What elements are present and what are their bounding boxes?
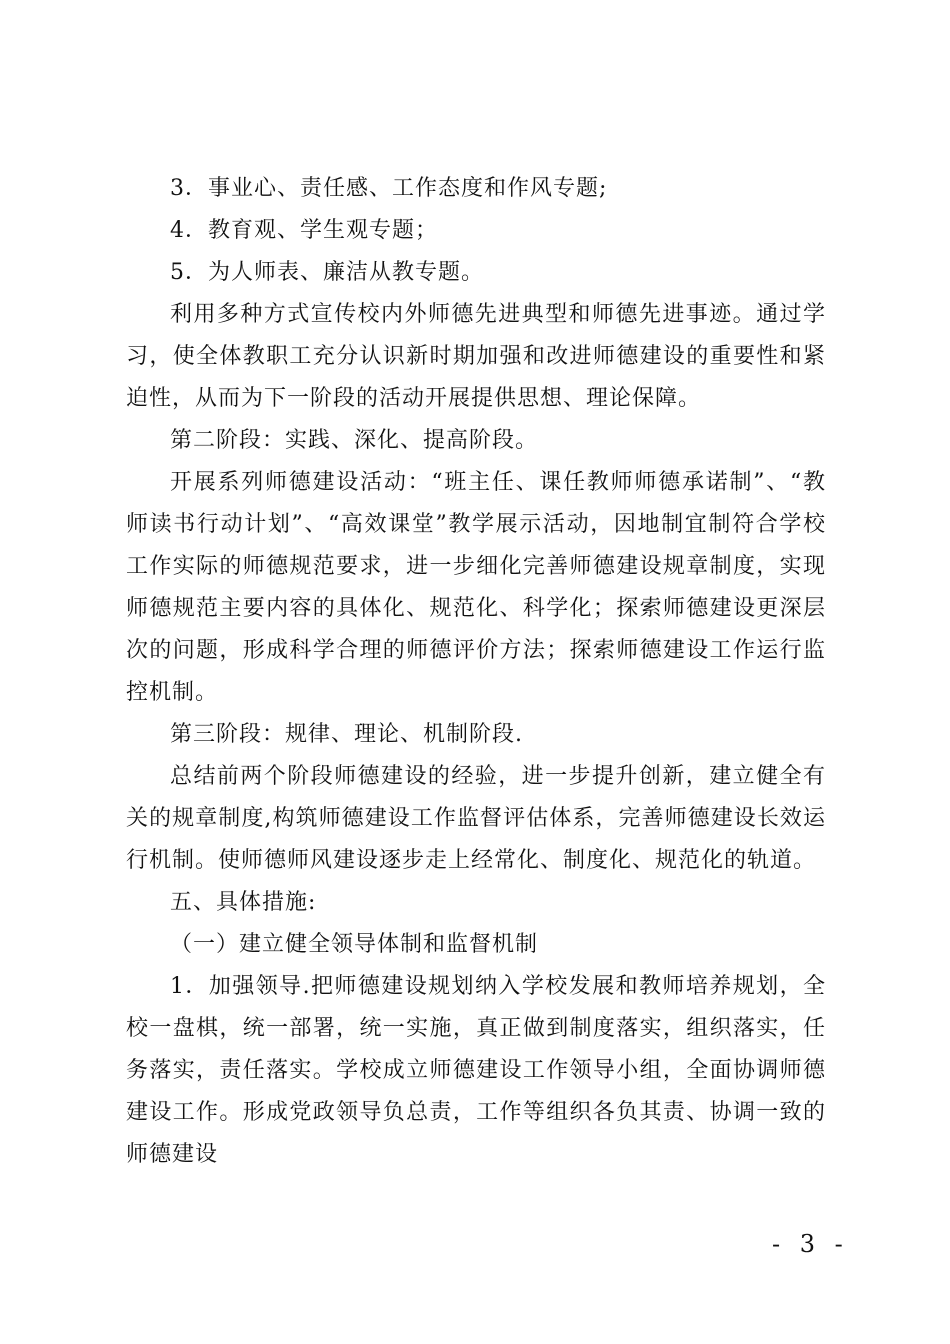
paragraph-phase-three-summary: 总结前两个阶段师德建设的经验，进一步提升创新，建立健全有关的规章制度,构筑师德建设工作监督评估体系，完善师德建设长效运行机制。使师德师风建设逐步走上经常化、制度化、规范化的轨道。 xyxy=(126,764,826,873)
document-body xyxy=(126,168,826,1176)
paragraph-topic-5: 5．为人师表、廉洁从教专题。 xyxy=(170,260,484,285)
paragraph-publicity: 利用多种方式宣传校内外师德先进典型和师德先进事迹。通过学习，使全体教职工充分认识新时期加强和改进师德建设的重要性和紧迫性，从而为下一阶段的活动开展提供思想、理论保障。 xyxy=(126,302,826,411)
section-heading-measures: 五、具体措施: xyxy=(170,890,317,915)
paragraph-strengthen-leadership: 1．加强领导.把师德建设规划纳入学校发展和教师培养规划，全校一盘棋，统一部署，统一实施，真正做到制度落实，组织落实，任务落实，责任落实。学校成立师德建设工作领导小组，全面协调师德建设工作。形成党政领导负总责，工作等组织各负其责、协调一致的师德建设 xyxy=(126,974,826,1167)
page-number: - 3 - xyxy=(772,1230,849,1258)
paragraph-topic-4: 4．教育观、学生观专题； xyxy=(170,218,438,243)
paragraph-phase-two-activities: 开展系列师德建设活动：“班主任、课任教师师德承诺制”、“教师读书行动计划”、“高效课堂”教学展示活动，因地制宜制符合学校工作实际的师德规范要求，进一步细化完善师德建设规章制度，实现师德规范主要内容的具体化、规范化、科学化；探索师德建设更深层次的问题，形成科学合理的师德评价方法；探索师德建设工作运行监控机制。 xyxy=(126,470,826,705)
paragraph-phase-three-heading: 第三阶段：规律、理论、机制阶段. xyxy=(170,722,523,747)
subsection-heading-leadership: （一）建立健全领导体制和监督机制 xyxy=(170,932,539,957)
paragraph-topic-3: 3．事业心、责任感、工作态度和作风专题; xyxy=(170,176,608,201)
paragraph-phase-two-heading: 第二阶段：实践、深化、提高阶段。 xyxy=(170,428,539,453)
